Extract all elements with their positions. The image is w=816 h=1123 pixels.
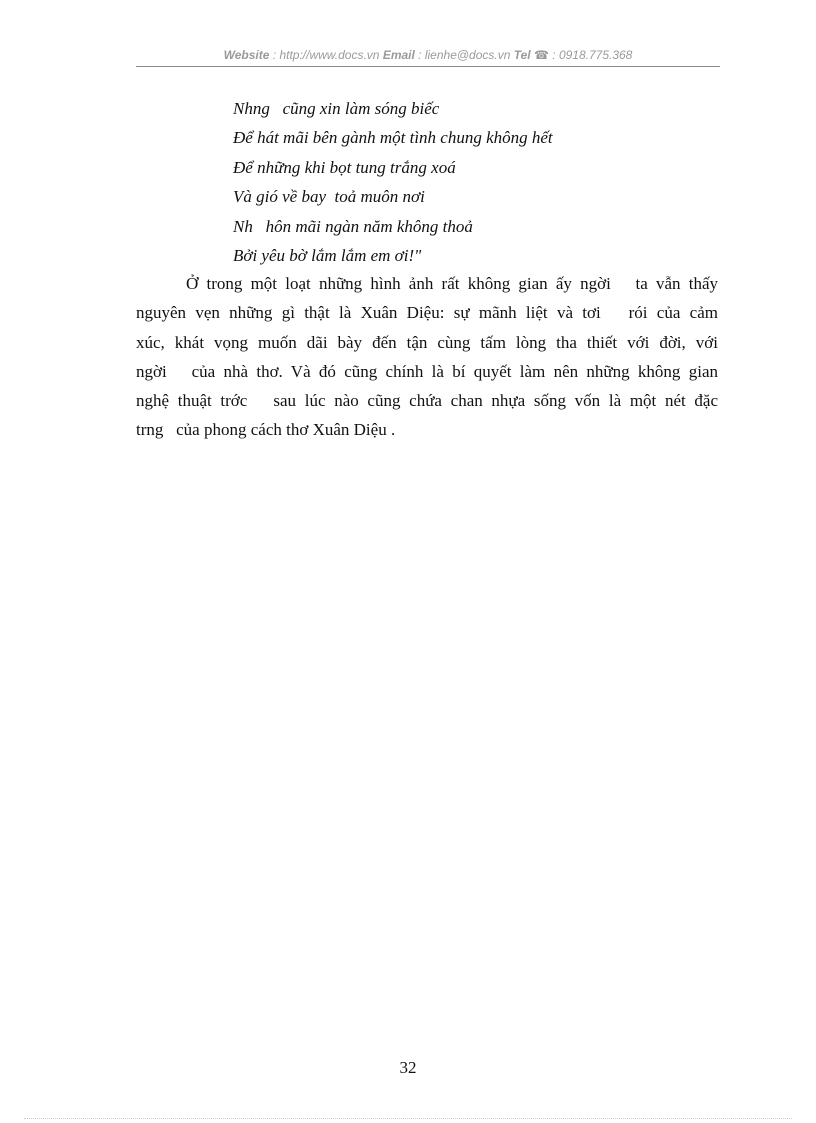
tel-value: ☎ : 0918.775.368: [530, 48, 633, 62]
website-value: : http://www.docs.vn: [269, 48, 383, 62]
paragraph-line: Ở trong một loạt những hình ảnh rất không gian ấy ngời ta vẫn thấy: [186, 274, 718, 293]
poem-line: Để những khi bọt tung trắng xoá: [233, 157, 456, 177]
email-value: : lienhe@docs.vn: [414, 48, 514, 62]
poem-line: Để hát mãi bên gành một tình chung không hết: [233, 128, 553, 148]
poem-line: Nh hôn mãi ngàn năm không thoả: [233, 216, 473, 236]
paragraph-line: nghệ thuật trớc sau lúc nào cũng chứa chan nhựa sống vốn là một nét đặc: [136, 391, 718, 411]
website-label: Website: [223, 48, 270, 62]
poem-line: Nhng cũng xin làm sóng biếc: [233, 99, 440, 118]
poem-block: [233, 94, 713, 270]
poem-line: Và gió về bay toả muôn nơi: [233, 187, 425, 207]
paragraph-line: nguyên vẹn những gì thật là Xuân Diệu: sự mãnh liệt và tơi rói của cảm: [136, 303, 718, 323]
paragraph-line: ngời của nhà thơ. Và đó cũng chính là bí quyết làm nên những không gian: [136, 361, 718, 381]
page-number: 32: [399, 1058, 417, 1077]
poem-line: Bởi yêu bờ lắm lắm em ơi!": [233, 246, 422, 266]
header-divider: [136, 66, 720, 67]
page-header: [136, 48, 720, 66]
email-label: Email: [382, 48, 415, 62]
tel-label: Tel: [513, 48, 531, 62]
paragraph-line: xúc, khát vọng muốn dãi bày đến tận cùng tấm lòng tha thiết với đời, với: [136, 332, 718, 352]
paragraph-line: trng của phong cách thơ Xuân Diệu .: [136, 420, 396, 440]
page-bottom-border: [24, 1118, 792, 1119]
body-paragraph: [136, 269, 718, 445]
